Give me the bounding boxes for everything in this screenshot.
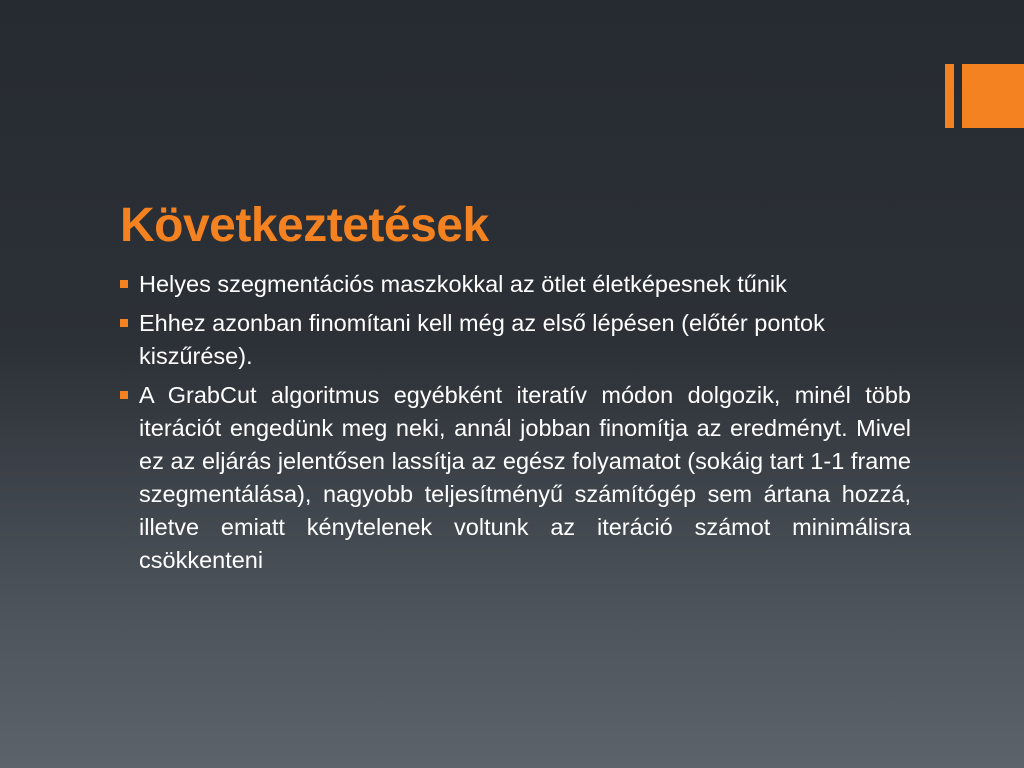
accent-bar-thick bbox=[962, 64, 1024, 128]
square-bullet-icon bbox=[120, 280, 128, 288]
square-bullet-icon bbox=[120, 319, 128, 327]
square-bullet-icon bbox=[120, 391, 128, 399]
bullet-text: Helyes szegmentációs maszkokkal az ötlet életképesnek tűnik bbox=[139, 271, 787, 297]
bullet-text: Ehhez azonban finomítani kell még az első lépésen (előtér pontok kiszűrése). bbox=[139, 310, 825, 369]
bullet-text: A GrabCut algoritmus egyébként iteratív módon dolgozik, minél több iterációt engedünk meg neki, annál jobban finomítja az eredményt. Mivel ez az eljárás jelentősen lassítja az egész folyamatot (sokáig tart 1-1 frame szegmentálása), nagyobb teljesítményű számítógép sem ártana hozzá, illetve emiatt kénytelenek voltunk az iteráció számot minimálisra csökkenteni bbox=[139, 382, 911, 573]
bullet-item bbox=[118, 268, 911, 301]
accent-bar-thin bbox=[945, 64, 954, 128]
slide-title: Következtetések bbox=[120, 199, 489, 252]
bullet-item bbox=[118, 379, 911, 577]
bullet-list bbox=[118, 268, 911, 583]
bullet-item bbox=[118, 307, 911, 373]
